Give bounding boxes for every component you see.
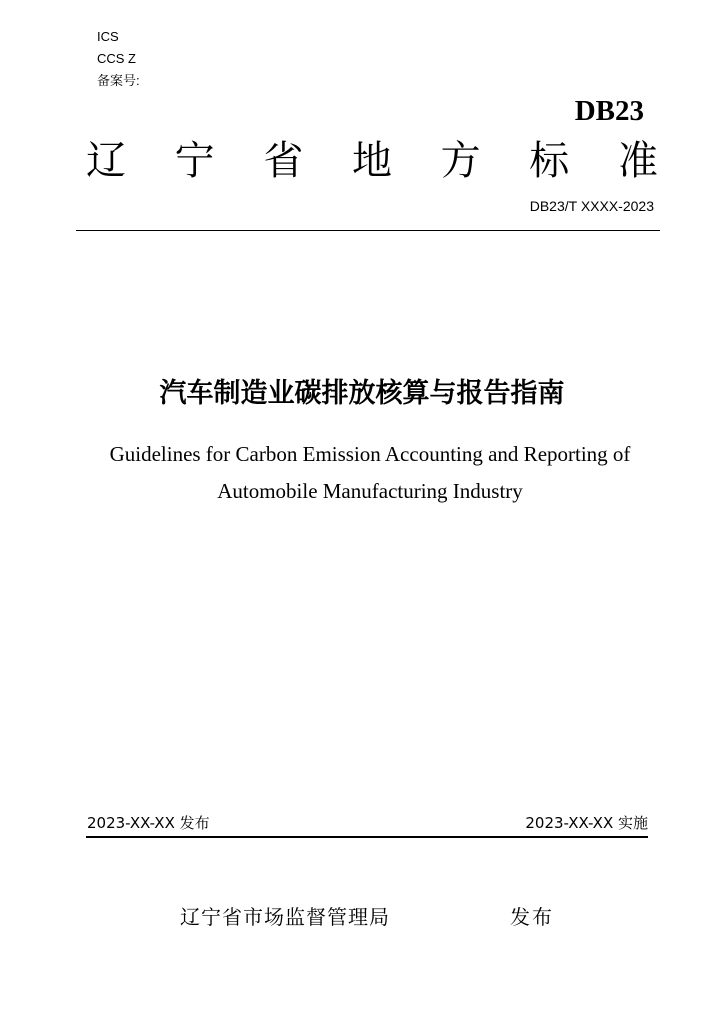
standard-type-heading <box>86 133 658 189</box>
standard-type-char: 辽 <box>86 138 126 184</box>
standard-type-char: 省 <box>263 138 304 184</box>
issuing-authority: 辽宁省市场监督管理局 <box>180 905 390 929</box>
standard-type-char: 准 <box>617 138 658 184</box>
header-divider <box>76 230 660 231</box>
document-title-cn: 汽车制造业碳排放核算与报告指南 <box>159 378 565 409</box>
footer-divider <box>86 836 648 838</box>
document-title-en: Guidelines for Carbon Emission Accounting and Reporting of Automobile Manufacturing Industry <box>109 442 631 503</box>
standard-code: DB23 <box>574 95 644 127</box>
publish-date: 2023-XX-XX 发布 <box>87 814 210 832</box>
standard-type-char: 方 <box>440 138 481 184</box>
implement-date: 2023-XX-XX 实施 <box>525 814 648 832</box>
standard-type-char: 宁 <box>174 138 215 184</box>
standard-type-char: 地 <box>351 138 392 184</box>
standard-number: DB23/T XXXX-2023 <box>529 198 654 214</box>
standard-type-char: 标 <box>529 138 570 184</box>
record-number-label: 备案号: <box>97 73 140 88</box>
ccs-label: CCS Z <box>97 51 136 66</box>
issue-label: 发布 <box>510 905 554 929</box>
ics-label: ICS <box>97 29 119 44</box>
